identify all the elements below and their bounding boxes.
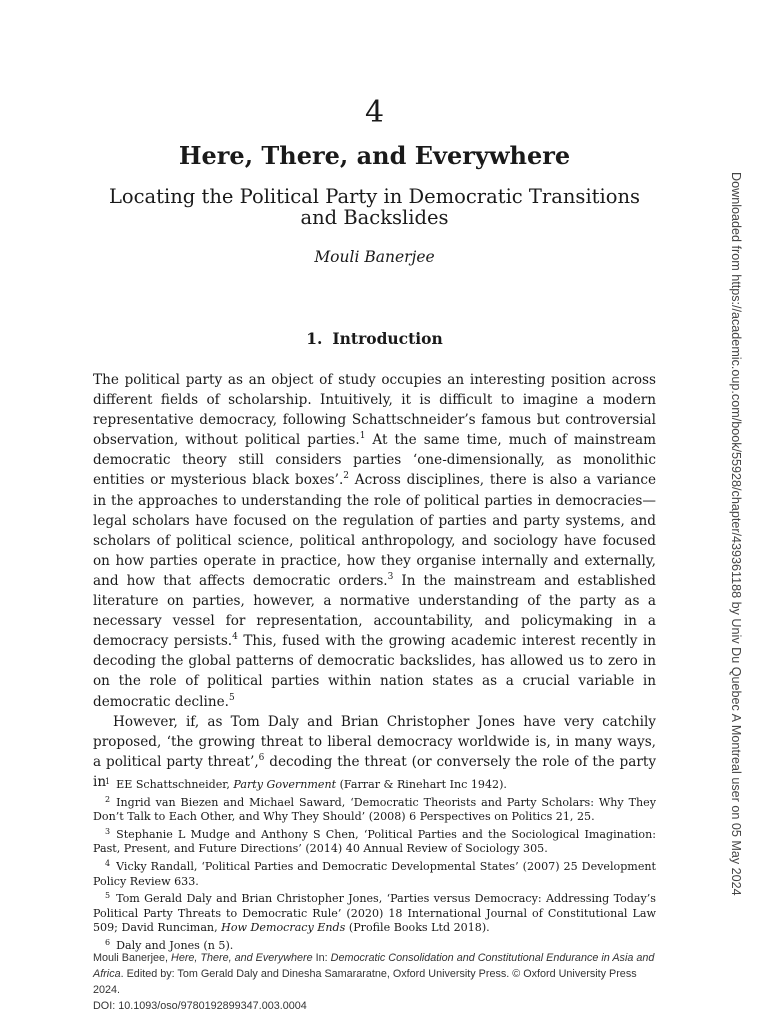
footnote-3 — [93, 825, 656, 857]
footnote-text: Ingrid van Biezen and Michael Saward, ‘Democratic Theorists and Party Scholars: Why They Don’t Talk to Each Other, and Why They Should’ (2008) 6 Perspectives on Politics 21, 25. — [93, 795, 656, 824]
footnote-text: (Farrar & Rinehart Inc 1942). — [336, 778, 507, 791]
footnote-text: Vicky Randall, ‘Political Parties and Democratic Developmental States’ (2007) 25 Development Policy Review 633. — [93, 859, 656, 888]
footnote-5 — [93, 889, 656, 936]
footnote-number: 5 — [105, 891, 111, 901]
footnote-number: 3 — [105, 826, 111, 836]
doi[interactable]: DOI: 10.1093/oso/9780192899347.003.0004 — [93, 1000, 307, 1012]
footnote-ref-6[interactable]: 6 — [258, 752, 265, 763]
footnote-ref-5[interactable]: 5 — [228, 692, 235, 703]
footer-in: In: — [312, 952, 331, 964]
text-segment: The political party as an object of study occupies an interesting position across different fields of scholarship. Intuitively, it is difficult to imagine a modern representative democracy, following Schattschneider’s famous but controversial observation, without political parties. — [93, 372, 656, 449]
body-text — [93, 370, 656, 792]
footnotes — [93, 775, 656, 954]
footnote-number: 2 — [105, 794, 111, 804]
footnote-ref-4[interactable]: 4 — [232, 632, 238, 643]
footnote-italic: Party Government — [233, 778, 337, 791]
footnote-text: Daly and Jones (n 5). — [116, 938, 234, 952]
text-segment: This, fused with the growing academic interest recently in decoding the global patterns of democratic backslides, has allowed us to zero in on the role of political parties within nation states as a crucial variable in democratic decline. — [93, 633, 656, 710]
text-segment: However, if, as Tom Daly and Brian Christopher Jones have very catchily proposed, ‘the growing threat to liberal democracy worldwide is, in many ways, a political party threat’, — [93, 713, 656, 770]
section-number: 1. — [306, 329, 323, 348]
text-segment: Across disciplines, there is also a variance in the approaches to understanding the role of political parties in democracies—legal scholars have focused on the regulation of parties and party systems, and scholars of political science, political anthropology, and sociology have focused on how parties operate in practice, how they organise internally and externally, and how that affects democratic orders. — [93, 472, 656, 589]
chapter-number: 4 — [364, 95, 385, 130]
footer-author: Mouli Banerjee, — [93, 952, 172, 964]
footer-chapter-title: Here, There, and Everywhere — [171, 952, 313, 964]
download-watermark: Downloaded from https://academic.oup.com/book/55928/chapter/439361188 by Univ Du Quebec A Montreal user on 05 May 2024 — [729, 172, 743, 896]
footnote-text: Stephanie L Mudge and Anthony S Chen, ‘Political Parties and the Sociological Imagination: Past, Present, and Future Directions’ (2014) 40 Annual Review of Sociology 305. — [93, 827, 656, 856]
footnote-2 — [93, 793, 656, 825]
text-segment: decoding the threat (or conversely the role of the party in — [93, 753, 656, 790]
footnote-number: 6 — [105, 937, 111, 947]
section-title: Introduction — [332, 329, 443, 348]
footer-book-title: Democratic Consolidation and Constitutional Endurance in Asia and Africa — [93, 952, 655, 980]
footnote-ref-3[interactable]: 3 — [387, 571, 394, 582]
section-heading — [93, 329, 656, 348]
chapter-title: Here, There, and Everywhere — [178, 141, 571, 170]
footnote-text: EE Schattschneider, — [116, 778, 234, 791]
footnote-ref-1[interactable]: 1 — [359, 431, 366, 442]
chapter-subtitle: Locating the Political Party in Democratic Transitions and Backslides — [108, 185, 641, 229]
footnote-number: 1 — [105, 777, 111, 786]
footnote-ref-2[interactable]: 2 — [343, 471, 350, 482]
text-segment: In the mainstream and established literature on parties, however, a normative understanding of the party as a necessary vessel for representation, accountability, and policymaking in a democracy persists. — [93, 572, 656, 650]
citation-text — [93, 950, 656, 998]
footer-edited: . Edited by: Tom Gerald Daly and Dinesha Samararatne, Oxford University Press. © Oxford University Press 2024. — [93, 968, 637, 996]
footnote-4 — [93, 857, 656, 889]
footnote-number: 4 — [105, 858, 111, 868]
chapter-author: Mouli Banerjee — [314, 248, 435, 266]
footnote-text: Tom Gerald Daly and Brian Christopher Jones, ‘Parties versus Democracy: Addressing Today’s Political Party Threats to Democratic Rule’ (2020) 18 International Journal of Constitutional Law 509; David Runciman, — [93, 892, 656, 935]
footnote-text: (Profile Books Ltd 2018). — [345, 921, 490, 935]
citation-footer — [93, 950, 656, 1014]
footnote-italic: How Democracy Ends — [221, 921, 346, 935]
text-segment: At the same time, much of mainstream democratic theory still considers parties ‘one-dimensionally, as monolithic entities or mysterious black boxes’. — [93, 432, 656, 489]
footnote-1 — [93, 775, 656, 793]
document-page — [93, 0, 656, 1024]
paragraph-1 — [93, 370, 656, 712]
